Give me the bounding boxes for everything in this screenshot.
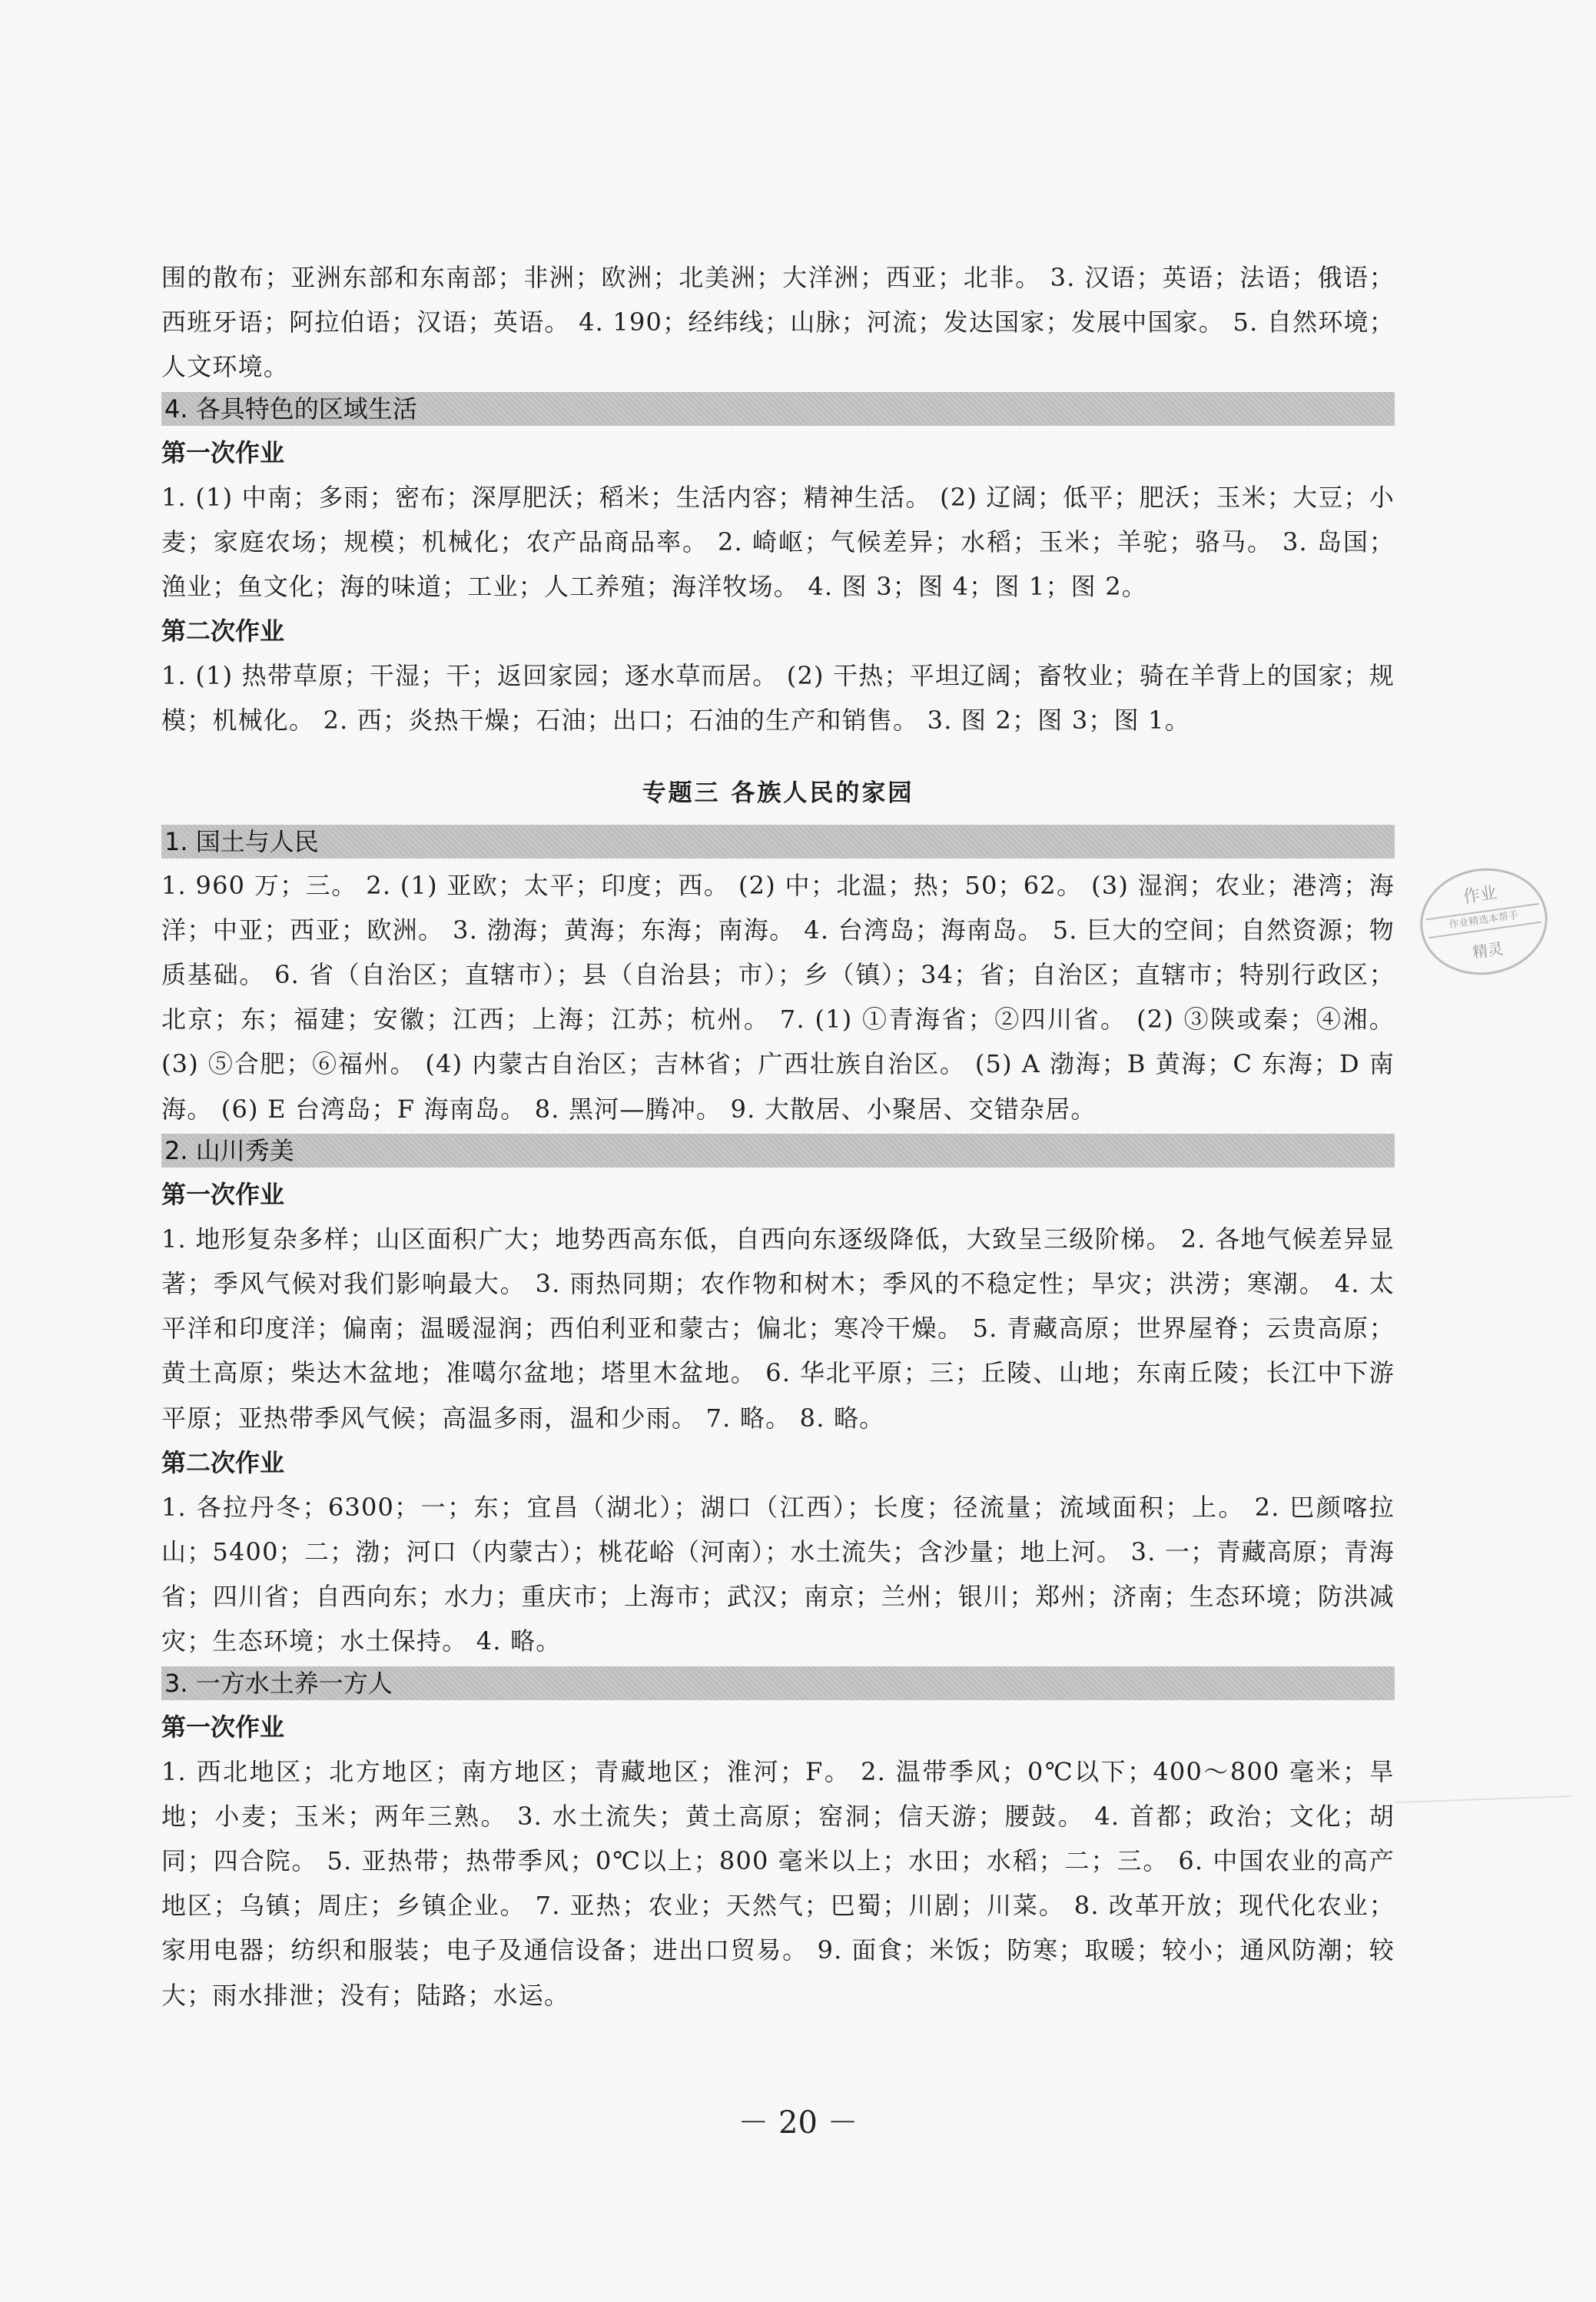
page-number: － 20 － bbox=[738, 2105, 858, 2141]
stamp-line: 作业 bbox=[1462, 883, 1498, 908]
watermark-stamp bbox=[1413, 860, 1555, 983]
stamp-line: 作业精选本帮手 bbox=[1426, 903, 1541, 938]
answer-paragraph: 1. 各拉丹冬；6300；一；东；宜昌（湖北）；湖口（江西）；长度；径流量；流域面积；上。 2. 巴颜喀拉山；5400；二；渤；河口（内蒙古）；桃花峪（河南）；水土流失；含沙量；地上河。 3. 一；青藏高原；青海省；四川省；自西向东；水力；重庆市；上海市；武汉；南京；兰州；银川；郑州；济南；生态环境；防洪减灾；生态环境；水土保持。 4. 略。 bbox=[161, 1492, 1395, 1656]
stamp-line: 精灵 bbox=[1471, 938, 1505, 962]
homework-label: 第二次作业 bbox=[161, 1447, 285, 1477]
scan-artifact-line bbox=[1395, 1795, 1571, 1803]
answer-paragraph: 1. (1) 热带草原；干湿；干；返回家园；逐水草而居。 (2) 干热；平坦辽阔；畜牧业；骑在羊背上的国家；规模；机械化。 2. 西；炎热干燥；石油；出口；石油的生产和销售。 3. 图 2；图 3；图 1。 bbox=[161, 661, 1395, 736]
answer-content bbox=[161, 255, 1395, 2018]
homework-label: 第二次作业 bbox=[161, 616, 285, 646]
topic-title: 专题三 各族人民的家园 bbox=[642, 779, 914, 807]
homework-label: 第一次作业 bbox=[161, 1712, 285, 1742]
section-heading-3: 3. 一方水土养一方人 bbox=[161, 1666, 1395, 1700]
section-heading-4: 4. 各具特色的区域生活 bbox=[161, 392, 1395, 426]
homework-label: 第一次作业 bbox=[161, 1179, 285, 1209]
answer-paragraph: 1. 地形复杂多样；山区面积广大；地势西高东低，自西向东逐级降低，大致呈三级阶梯。 2. 各地气候差异显著；季风气候对我们影响最大。 3. 雨热同期；农作物和树木；季风的不稳定性；旱灾；洪涝；寒潮。 4. 太平洋和印度洋；偏南；温暖湿润；西伯利亚和蒙古；偏北；寒冷干燥。 5. 青藏高原；世界屋脊；云贵高原；黄土高原；柴达木盆地；准噶尔盆地；塔里木盆地。 6. 华北平原；三；丘陵、山地；东南丘陵；长江中下游平原；亚热带季风气候；高温多雨，温和少雨。 7. 略。 8. 略。 bbox=[161, 1224, 1395, 1433]
answer-paragraph: 1. (1) 中南；多雨；密布；深厚肥沃；稻米；生活内容；精神生活。 (2) 辽阔；低平；肥沃；玉米；大豆；小麦；家庭农场；规模；机械化；农产品商品率。 2. 崎岖；气候差异；水稻；玉米；羊驼；骆马。 3. 岛国；渔业；鱼文化；海的味道；工业；人工养殖；海洋牧场。 4. 图 3；图 4；图 1；图 2。 bbox=[161, 482, 1395, 602]
intro-paragraph: 围的散布；亚洲东部和东南部；非洲；欧洲；北美洲；大洋洲；西亚；北非。 3. 汉语；英语；法语；俄语；西班牙语；阿拉伯语；汉语；英语。 4. 190；经纬线；山脉；河流；发达国家；发展中国家。 5. 自然环境；人文环境。 bbox=[161, 263, 1395, 382]
section-heading-2: 2. 山川秀美 bbox=[161, 1134, 1395, 1168]
homework-label: 第一次作业 bbox=[161, 437, 285, 467]
section-heading-1: 1. 国土与人民 bbox=[161, 825, 1395, 859]
answer-paragraph: 1. 960 万；三。 2. (1) 亚欧；太平；印度；西。 (2) 中；北温；热；50；62。 (3) 湿润；农业；港湾；海洋；中亚；西亚；欧洲。 3. 渤海；黄海；东海；南海。 4. 台湾岛；海南岛。 5. 巨大的空间；自然资源；物质基础。 6. 省（自治区；直辖市）；县（自治县；市）；乡（镇）；34；省；自治区；直辖市；特别行政区；北京；东；福建；安徽；江西；上海；江苏；杭州。 7. (1) ①青海省；②四川省。 (2) ③陕或秦；④湘。 (3) ⑤合肥；⑥福州。 (4) 内蒙古自治区；吉林省；广西壮族自治区。 (5) A 渤海；B 黄海；C 东海；D 南海。 (6) E 台湾岛；F 海南岛。 8. 黑河—腾冲。 9. 大散居、小聚居、交错杂居。 bbox=[161, 870, 1395, 1124]
answer-paragraph: 1. 西北地区；北方地区；南方地区；青藏地区；淮河；F。 2. 温带季风；0℃以下；400～800 毫米；旱地；小麦；玉米；两年三熟。 3. 水土流失；黄土高原；窑洞；信天游；腰鼓。 4. 首都；政治；文化；胡同；四合院。 5. 亚热带；热带季风；0℃以上；800 毫米以上；水田；水稻；二；三。 6. 中国农业的高产地区；乌镇；周庄；乡镇企业。 7. 亚热；农业；天然气；巴蜀；川剧；川菜。 8. 改革开放；现代化农业；家用电器；纺织和服装；电子及通信设备；进出口贸易。 9. 面食；米饭；防寒；取暖；较小；通风防潮；较大；雨水排泄；没有；陆路；水运。 bbox=[161, 1756, 1395, 2010]
